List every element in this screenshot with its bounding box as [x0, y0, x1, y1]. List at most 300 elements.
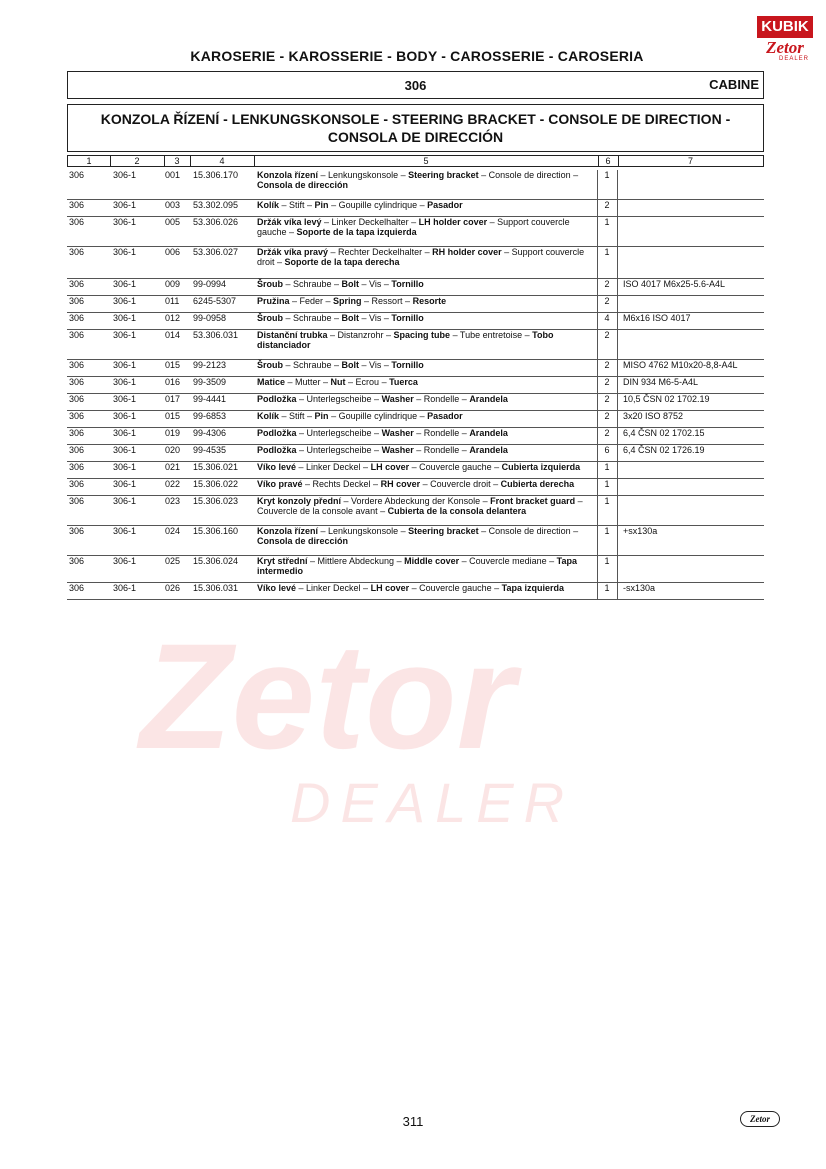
description-es: Cubierta de la consola delantera — [387, 506, 527, 516]
illustration-cell: 306-1 — [113, 556, 137, 566]
description-en: LH cover — [370, 462, 410, 472]
description-en: Nut — [330, 377, 346, 387]
description-en: Spacing tube — [393, 330, 451, 340]
description-es: Tornillo — [391, 279, 424, 289]
note-cell: MISO 4762 M10x20-8,8-A4L — [623, 360, 738, 370]
description-rest2: – Rondelle – — [413, 428, 470, 438]
row-divider — [617, 428, 618, 444]
table-row — [67, 313, 764, 330]
position-cell: 015 — [165, 411, 181, 421]
position-cell: 015 — [165, 360, 181, 370]
description-en: LH holder cover — [418, 217, 488, 227]
row-divider — [617, 496, 618, 525]
description-cz: Šroub — [257, 360, 283, 370]
quantity-cell: 2 — [604, 394, 610, 404]
table-row — [67, 247, 764, 279]
row-divider — [597, 526, 598, 555]
description-rest: – Linker Deckel – — [296, 583, 371, 593]
column-header-6: 6 — [605, 156, 611, 166]
row-divider — [597, 377, 598, 393]
part-number-cell: 53.306.031 — [193, 330, 239, 340]
description-cz: Konzola řízení — [257, 526, 319, 536]
description-rest2: – Ressort – — [361, 296, 413, 306]
quantity-cell: 1 — [604, 496, 610, 506]
description-en: RH cover — [380, 479, 421, 489]
description-rest2: – Vis – — [359, 313, 392, 323]
description-cz: Víko pravé — [257, 479, 303, 489]
position-cell: 017 — [165, 394, 181, 404]
position-cell: 023 — [165, 496, 181, 506]
quantity-cell: 2 — [604, 377, 610, 387]
position-cell: 024 — [165, 526, 181, 536]
description-rest: – Schraube – — [283, 313, 342, 323]
description-en: Bolt — [341, 313, 360, 323]
description-rest: – Lenkungskonsole – — [318, 170, 409, 180]
group-cell: 306 — [69, 377, 85, 387]
description-rest: – Unterlegscheibe – — [296, 445, 382, 455]
row-divider — [597, 247, 598, 278]
description-en: Washer — [381, 394, 414, 404]
description-rest2: – Ecrou – — [345, 377, 390, 387]
description-en: Washer — [381, 445, 414, 455]
watermark-zetor: Zetor — [140, 612, 515, 780]
part-number-cell: 99-0958 — [193, 313, 227, 323]
description-rest: – Feder – — [289, 296, 334, 306]
description-cz: Šroub — [257, 279, 283, 289]
row-divider — [617, 170, 618, 199]
column-header-row — [67, 155, 764, 167]
group-cell: 306 — [69, 170, 85, 180]
illustration-cell: 306-1 — [113, 247, 137, 257]
note-cell: DIN 934 M6-5-A4L — [623, 377, 699, 387]
position-cell: 025 — [165, 556, 181, 566]
column-header-5: 5 — [423, 156, 429, 166]
illustration-cell: 306-1 — [113, 526, 137, 536]
section-title — [68, 110, 763, 146]
description-cell — [257, 445, 593, 455]
description-rest: – Unterlegscheibe – — [296, 394, 382, 404]
quantity-cell: 2 — [604, 411, 610, 421]
row-divider — [617, 330, 618, 359]
row-divider — [597, 479, 598, 495]
row-divider — [597, 496, 598, 525]
group-cell: 306 — [69, 394, 85, 404]
description-rest: – Schraube – — [283, 279, 342, 289]
description-cell — [257, 330, 593, 350]
description-es: Tornillo — [391, 360, 424, 370]
description-rest2: – Rondelle – — [413, 394, 470, 404]
quantity-cell: 1 — [604, 526, 610, 536]
row-divider — [617, 360, 618, 376]
description-rest: – Distanzrohr – — [327, 330, 394, 340]
illustration-cell: 306-1 — [113, 296, 137, 306]
illustration-cell: 306-1 — [113, 411, 137, 421]
description-en: Steering bracket — [408, 526, 479, 536]
part-number-cell: 99-3509 — [193, 377, 227, 387]
row-divider — [597, 462, 598, 478]
row-divider — [617, 479, 618, 495]
group-cell: 306 — [69, 411, 85, 421]
position-cell: 009 — [165, 279, 181, 289]
row-divider — [597, 445, 598, 461]
group-cell: 306 — [69, 200, 85, 210]
illustration-cell: 306-1 — [113, 462, 137, 472]
row-divider — [597, 200, 598, 216]
description-rest2: – Vis – — [359, 360, 392, 370]
row-divider — [617, 247, 618, 278]
group-cell: 306 — [69, 496, 85, 506]
table-row — [67, 360, 764, 377]
description-en: Middle cover — [404, 556, 460, 566]
description-cz: Víko levé — [257, 583, 297, 593]
description-cz: Kolík — [257, 411, 280, 421]
part-number-cell: 99-2123 — [193, 360, 227, 370]
table-row — [67, 526, 764, 556]
quantity-cell: 1 — [604, 247, 610, 257]
description-es: Resorte — [412, 296, 447, 306]
description-rest2: – Goupille cylindrique – — [328, 411, 428, 421]
table-row — [67, 556, 764, 583]
description-cz: Držák víka pravý — [257, 247, 329, 257]
description-rest: – Unterlegscheibe – — [296, 428, 382, 438]
position-cell: 006 — [165, 247, 181, 257]
description-cell — [257, 217, 593, 237]
section-title-box — [67, 104, 764, 152]
section-title-line2: CONSOLA DE DIRECCIÓN — [327, 129, 504, 145]
description-cell — [257, 479, 593, 489]
description-rest: – Mutter – — [285, 377, 331, 387]
description-en: Pin — [314, 411, 329, 421]
quantity-cell: 2 — [604, 200, 610, 210]
note-cell: +sx130a — [623, 526, 658, 536]
description-rest2: – Vis – — [359, 279, 392, 289]
description-es: Arandela — [469, 394, 508, 404]
illustration-cell: 306-1 — [113, 360, 137, 370]
row-divider — [617, 313, 618, 329]
group-cell: 306 — [69, 462, 85, 472]
row-divider — [617, 217, 618, 246]
description-cell — [257, 496, 593, 516]
column-header-1: 1 — [86, 156, 92, 166]
description-rest2: – Couvercle mediane – — [459, 556, 557, 566]
logo-dealer: DEALER — [778, 56, 809, 62]
description-en: RH holder cover — [432, 247, 502, 257]
description-es: Arandela — [469, 428, 508, 438]
position-cell: 026 — [165, 583, 181, 593]
position-cell: 001 — [165, 170, 181, 180]
table-row — [67, 462, 764, 479]
watermark-dealer: DEALER — [290, 771, 575, 834]
description-cell — [257, 247, 593, 267]
row-divider — [617, 462, 618, 478]
table-row — [67, 479, 764, 496]
description-es: Tobo distanciador — [257, 330, 554, 350]
description-cz: Víko levé — [257, 462, 297, 472]
row-divider — [617, 445, 618, 461]
table-row — [67, 217, 764, 247]
illustration-cell: 306-1 — [113, 445, 137, 455]
description-cz: Distanční trubka — [257, 330, 328, 340]
illustration-cell: 306-1 — [113, 330, 137, 340]
quantity-cell: 1 — [604, 462, 610, 472]
description-rest2: – Couvercle droit – — [420, 479, 501, 489]
description-rest: – Mittlere Abdeckung – — [307, 556, 405, 566]
description-rest2: – Couvercle de la console avant – — [257, 496, 583, 516]
part-number-cell: 15.306.023 — [193, 496, 239, 506]
position-cell: 011 — [165, 296, 180, 306]
page-number: 311 — [402, 1114, 424, 1129]
description-cell — [257, 279, 593, 289]
description-es: Tuerca — [389, 377, 418, 387]
position-cell: 003 — [165, 200, 181, 210]
quantity-cell: 1 — [604, 479, 610, 489]
quantity-cell: 2 — [604, 296, 610, 306]
description-rest: – Linker Deckelhalter – — [321, 217, 419, 227]
group-number: 306 — [404, 78, 427, 93]
row-divider — [617, 556, 618, 582]
quantity-cell: 2 — [604, 428, 610, 438]
description-rest2: – Console de direction – — [478, 170, 579, 180]
group-cell: 306 — [69, 526, 85, 536]
row-divider — [597, 556, 598, 582]
table-row — [67, 170, 764, 200]
position-cell: 014 — [165, 330, 181, 340]
quantity-cell: 2 — [604, 330, 610, 340]
description-cell — [257, 583, 593, 593]
group-cell: 306 — [69, 313, 85, 323]
part-number-cell: 99-4535 — [193, 445, 227, 455]
column-header-4: 4 — [219, 156, 225, 166]
row-divider — [617, 583, 618, 599]
position-cell: 016 — [165, 377, 181, 387]
illustration-cell: 306-1 — [113, 377, 137, 387]
table-row — [67, 200, 764, 217]
description-es: Arandela — [469, 445, 508, 455]
part-number-cell: 53.306.026 — [193, 217, 239, 227]
description-rest2: – Rondelle – — [413, 445, 470, 455]
description-es: Tapa intermedio — [257, 556, 577, 576]
part-number-cell: 53.302.095 — [193, 200, 239, 210]
part-number-cell: 15.306.021 — [193, 462, 239, 472]
note-cell: 6,4 ČSN 02 1702.15 — [623, 428, 705, 438]
table-row — [67, 496, 764, 526]
position-cell: 012 — [165, 313, 181, 323]
footer-zetor-logo: Zetor — [740, 1111, 780, 1127]
description-en: Bolt — [341, 279, 360, 289]
section-title-line1: KONZOLA ŘÍZENÍ - LENKUNGSKONSOLE - STEERING BRACKET - CONSOLE DE DIRECTION - — [100, 111, 731, 127]
group-cell: 306 — [69, 217, 85, 227]
part-number-cell: 15.306.024 — [193, 556, 239, 566]
quantity-cell: 6 — [604, 445, 610, 455]
description-cz: Konzola řízení — [257, 170, 319, 180]
description-rest2: – Couvercle gauche – — [409, 462, 502, 472]
row-divider — [617, 526, 618, 555]
description-rest: – Schraube – — [283, 360, 342, 370]
description-rest2: – Goupille cylindrique – — [328, 200, 428, 210]
description-rest: – Linker Deckel – — [296, 462, 371, 472]
note-cell: 6,4 ČSN 02 1726.19 — [623, 445, 705, 455]
description-en: LH cover — [370, 583, 410, 593]
illustration-cell: 306-1 — [113, 428, 137, 438]
quantity-cell: 1 — [604, 170, 610, 180]
description-rest: – Lenkungskonsole – — [318, 526, 409, 536]
part-number-cell: 99-6853 — [193, 411, 227, 421]
description-cell — [257, 170, 593, 190]
illustration-cell: 306-1 — [113, 583, 137, 593]
page-header: KAROSERIE - KAROSSERIE - BODY - CAROSSERIE - CAROSERIA — [190, 48, 644, 64]
table-row — [67, 411, 764, 428]
position-cell: 021 — [165, 462, 181, 472]
group-cell: 306 — [69, 445, 85, 455]
description-cz: Podložka — [257, 428, 297, 438]
row-divider — [597, 170, 598, 199]
row-divider — [617, 200, 618, 216]
part-number-cell: 53.306.027 — [193, 247, 239, 257]
description-cz: Držák víka levý — [257, 217, 322, 227]
row-divider — [597, 217, 598, 246]
description-cell — [257, 526, 593, 546]
group-cell: 306 — [69, 428, 85, 438]
group-cell: 306 — [69, 330, 85, 340]
group-cell: 306 — [69, 247, 85, 257]
table-row — [67, 445, 764, 462]
row-divider — [617, 411, 618, 427]
note-cell: 3x20 ISO 8752 — [623, 411, 684, 421]
table-row — [67, 330, 764, 360]
description-cell — [257, 360, 593, 370]
description-cell — [257, 296, 593, 306]
quantity-cell: 4 — [604, 313, 610, 323]
illustration-cell: 306-1 — [113, 479, 137, 489]
description-cell — [257, 411, 593, 421]
row-divider — [597, 330, 598, 359]
position-cell: 022 — [165, 479, 181, 489]
group-cell: 306 — [69, 279, 85, 289]
table-row — [67, 583, 764, 600]
note-cell: -sx130a — [623, 583, 656, 593]
part-number-cell: 15.306.170 — [193, 170, 239, 180]
description-rest: – Rechts Deckel – — [302, 479, 381, 489]
description-cz: Matice — [257, 377, 286, 387]
row-divider — [597, 428, 598, 444]
note-cell: M6x16 ISO 4017 — [623, 313, 691, 323]
description-cz: Kolík — [257, 200, 280, 210]
description-es: Tornillo — [391, 313, 424, 323]
illustration-cell: 306-1 — [113, 200, 137, 210]
row-divider — [597, 296, 598, 312]
row-divider — [597, 279, 598, 295]
group-cell: 306 — [69, 296, 85, 306]
logo-zetor: Zetor — [766, 38, 804, 57]
description-rest2: – Support couvercle gauche – — [257, 217, 570, 237]
description-cell — [257, 394, 593, 404]
column-header-3: 3 — [174, 156, 180, 166]
description-es: Pasador — [427, 411, 463, 421]
note-cell: ISO 4017 M6x25-5.6-A4L — [623, 279, 726, 289]
quantity-cell: 1 — [604, 583, 610, 593]
description-rest: – Rechter Deckelhalter – — [328, 247, 433, 257]
quantity-cell: 2 — [604, 360, 610, 370]
description-es: Cubierta derecha — [500, 479, 575, 489]
part-number-cell: 6245-5307 — [193, 296, 237, 306]
table-row — [67, 394, 764, 411]
row-divider — [597, 583, 598, 599]
group-cell: 306 — [69, 360, 85, 370]
description-es: Pasador — [427, 200, 463, 210]
description-cz: Kryt konzoly přední — [257, 496, 342, 506]
description-en: Steering bracket — [408, 170, 479, 180]
position-cell: 020 — [165, 445, 181, 455]
description-es: Soporte de la tapa izquierda — [296, 227, 417, 237]
row-divider — [597, 313, 598, 329]
part-number-cell: 15.306.022 — [193, 479, 239, 489]
note-cell: 10,5 ČSN 02 1702.19 — [623, 394, 710, 404]
description-es: Cubierta izquierda — [501, 462, 581, 472]
description-en: Pin — [314, 200, 329, 210]
illustration-cell: 306-1 — [113, 170, 137, 180]
group-cell: 306 — [69, 583, 85, 593]
description-rest: – Stift – — [279, 200, 315, 210]
illustration-cell: 306-1 — [113, 394, 137, 404]
description-en: Front bracket guard — [490, 496, 576, 506]
description-en: Spring — [333, 296, 362, 306]
description-rest2: – Couvercle gauche – — [409, 583, 502, 593]
quantity-cell: 1 — [604, 556, 610, 566]
description-cell — [257, 377, 593, 387]
description-cell — [257, 556, 593, 576]
description-cell — [257, 462, 593, 472]
description-rest2: – Support couvercle droit – — [257, 247, 585, 267]
description-es: Tapa izquierda — [501, 583, 565, 593]
description-es: Consola de dirección — [257, 180, 349, 190]
position-cell: 019 — [165, 428, 181, 438]
illustration-cell: 306-1 — [113, 279, 137, 289]
row-divider — [617, 279, 618, 295]
part-number-cell: 99-4441 — [193, 394, 227, 404]
row-divider — [597, 360, 598, 376]
description-cz: Pružina — [257, 296, 290, 306]
table-row — [67, 279, 764, 296]
illustration-cell: 306-1 — [113, 313, 137, 323]
position-cell: 005 — [165, 217, 181, 227]
part-number-cell: 99-4306 — [193, 428, 227, 438]
description-cell — [257, 313, 593, 323]
quantity-cell: 2 — [604, 279, 610, 289]
description-cz: Šroub — [257, 313, 283, 323]
description-en: Washer — [381, 428, 414, 438]
row-divider — [617, 377, 618, 393]
quantity-cell: 1 — [604, 217, 610, 227]
group-cell: 306 — [69, 479, 85, 489]
part-number-cell: 99-0994 — [193, 279, 227, 289]
row-divider — [597, 394, 598, 410]
group-box — [67, 71, 764, 99]
group-name: CABINE — [709, 77, 759, 92]
description-rest2: – Console de direction – — [478, 526, 579, 536]
description-en: Bolt — [341, 360, 360, 370]
row-divider — [597, 411, 598, 427]
part-number-cell: 15.306.160 — [193, 526, 239, 536]
description-cell — [257, 428, 593, 438]
column-header-7: 7 — [687, 156, 693, 166]
part-number-cell: 15.306.031 — [193, 583, 239, 593]
table-row — [67, 377, 764, 394]
description-cz: Podložka — [257, 394, 297, 404]
row-divider — [617, 296, 618, 312]
illustration-cell: 306-1 — [113, 217, 137, 227]
illustration-cell: 306-1 — [113, 496, 137, 506]
description-cell — [257, 200, 593, 210]
